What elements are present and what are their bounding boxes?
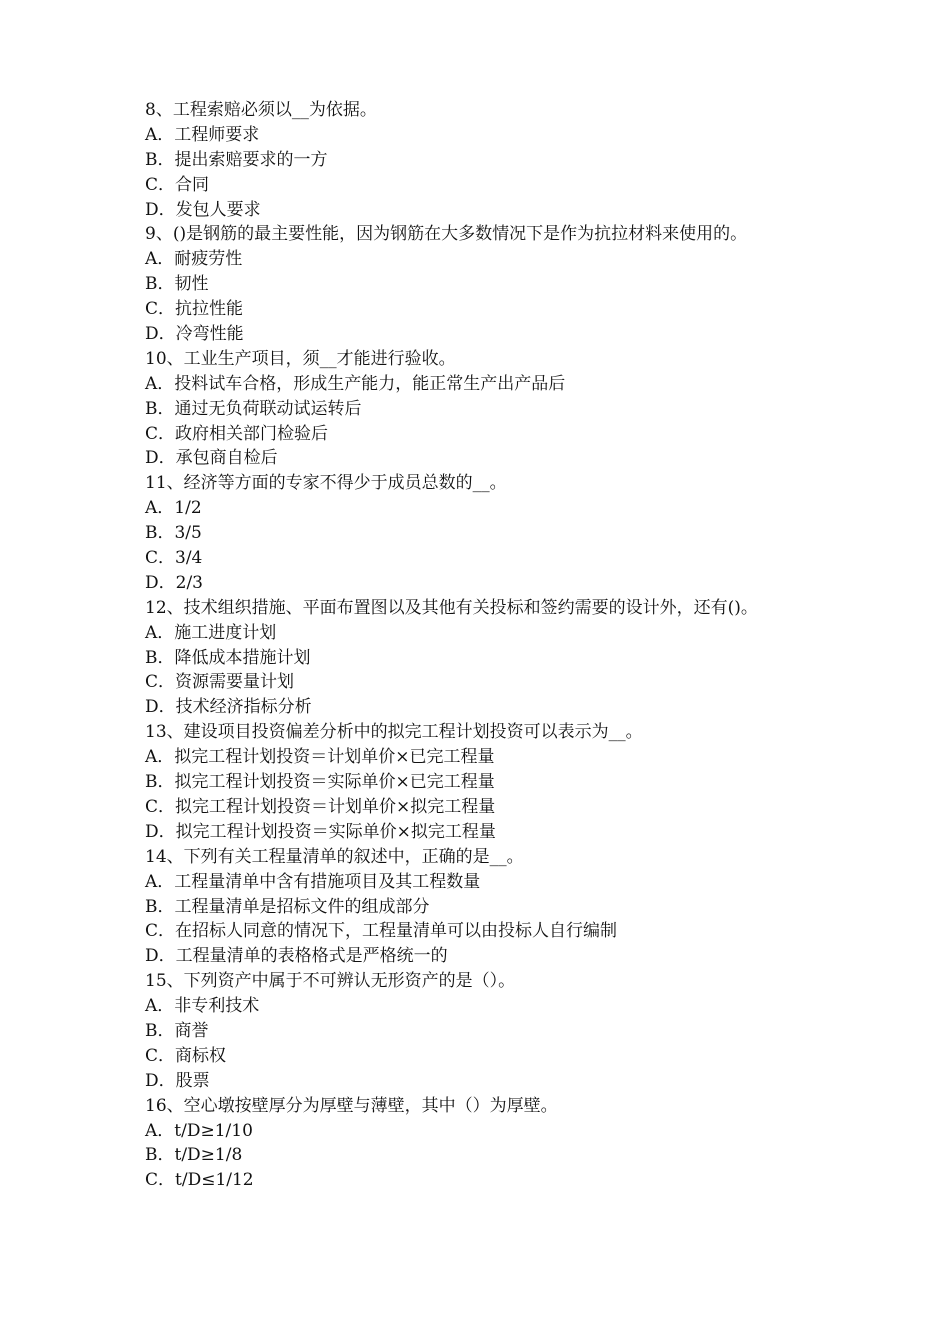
- option-d: D．承包商自检后: [145, 448, 278, 469]
- option-a: A．t/D≥1/10: [145, 1120, 253, 1141]
- option-a: A．非专利技术: [145, 996, 260, 1017]
- question-list: [145, 98, 845, 1193]
- question-stem: 14、下列有关工程量清单的叙述中，正确的是__。: [145, 846, 524, 867]
- option-c: C．拟完工程计划投资＝计划单价×拟完工程量: [145, 796, 496, 817]
- option-c: C．t/D≤1/12: [145, 1170, 254, 1191]
- option-d: D．冷弯性能: [145, 324, 244, 345]
- question-stem: 10、工业生产项目，须__才能进行验收。: [145, 348, 456, 369]
- option-a: A．施工进度计划: [145, 622, 277, 643]
- option-b: B．3/5: [145, 523, 202, 544]
- option-a: A．拟完工程计划投资＝计划单价×已完工程量: [145, 747, 495, 768]
- option-c: C．商标权: [145, 1045, 227, 1066]
- option-a: A．工程师要求: [145, 124, 260, 145]
- question-stem: 15、下列资产中属于不可辨认无形资产的是（）。: [145, 971, 516, 992]
- question-stem: 13、建设项目投资偏差分析中的拟完工程计划投资可以表示为__。: [145, 722, 643, 743]
- option-d: D．2/3: [145, 572, 203, 593]
- option-b: B．韧性: [145, 274, 209, 295]
- option-c: C．政府相关部门检验后: [145, 423, 329, 444]
- question-stem: 9、()是钢筋的最主要性能，因为钢筋在大多数情况下是作为抗拉材料来使用的。: [145, 224, 748, 245]
- option-d: D．发包人要求: [145, 199, 261, 220]
- option-c: C．3/4: [145, 548, 203, 569]
- option-d: D．工程量清单的表格格式是严格统一的: [145, 946, 448, 967]
- option-a: A．投料试车合格，形成生产能力，能正常生产出产品后: [145, 373, 566, 394]
- option-a: A．耐疲劳性: [145, 249, 243, 270]
- option-c: C．资源需要量计划: [145, 672, 295, 693]
- option-c: C．合同: [145, 174, 210, 195]
- option-c: C．抗拉性能: [145, 299, 244, 320]
- question-stem: 16、空心墩按壁厚分为厚壁与薄壁，其中（）为厚壁。: [145, 1095, 558, 1116]
- option-b: B．降低成本措施计划: [145, 647, 311, 668]
- option-d: D．股票: [145, 1070, 210, 1091]
- option-d: D．拟完工程计划投资＝实际单价×拟完工程量: [145, 821, 496, 842]
- option-b: B．通过无负荷联动试运转后: [145, 398, 362, 419]
- question-stem: 12、技术组织措施、平面布置图以及其他有关投标和签约需要的设计外，还有()。: [145, 597, 758, 618]
- option-c: C．在招标人同意的情况下，工程量清单可以由投标人自行编制: [145, 921, 618, 942]
- option-b: B．商誉: [145, 1020, 209, 1041]
- option-b: B．工程量清单是招标文件的组成部分: [145, 896, 430, 917]
- option-a: A．工程量清单中含有措施项目及其工程数量: [145, 871, 481, 892]
- question-stem: 11、经济等方面的专家不得少于成员总数的__。: [145, 473, 507, 494]
- option-b: B．t/D≥1/8: [145, 1145, 243, 1166]
- question-stem: 8、工程索赔必须以__为依据。: [145, 100, 377, 120]
- option-d: D．技术经济指标分析: [145, 697, 312, 718]
- option-a: A．1/2: [145, 498, 202, 519]
- option-b: B．拟完工程计划投资＝实际单价×已完工程量: [145, 772, 495, 793]
- option-b: B．提出索赔要求的一方: [145, 149, 328, 170]
